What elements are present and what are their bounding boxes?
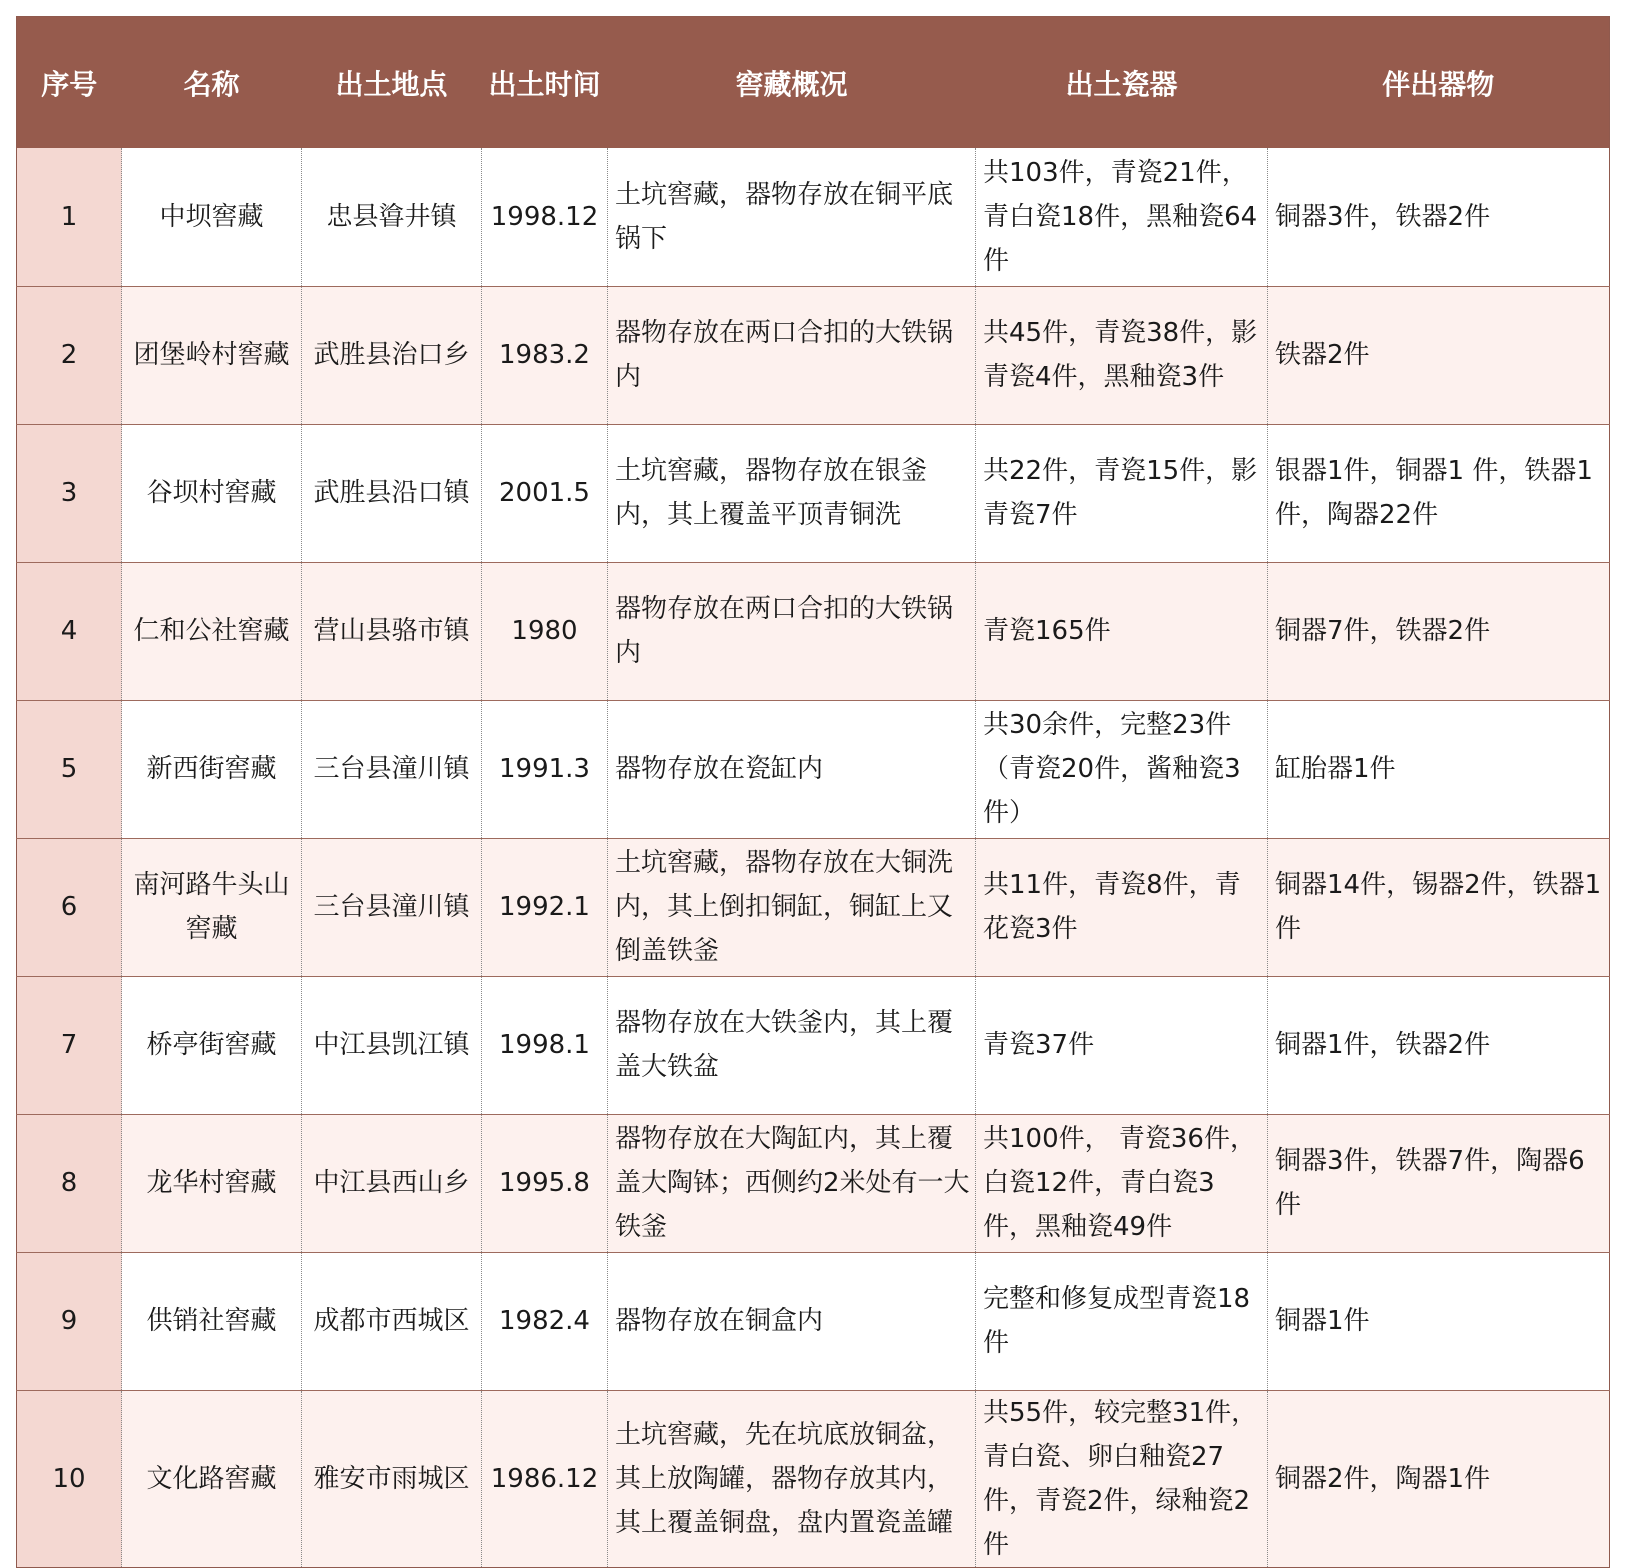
- cell-name: 团堡岭村窖藏: [122, 286, 302, 424]
- cell-desc: 器物存放在两口合扣的大铁锅内: [608, 562, 976, 700]
- cell-assoc: 铜器14件，锡器2件，铁器1件: [1268, 838, 1610, 976]
- cell-place: 武胜县治口乡: [302, 286, 482, 424]
- cell-name: 谷坝村窖藏: [122, 424, 302, 562]
- cell-place: 武胜县沿口镇: [302, 424, 482, 562]
- table-row: [17, 976, 1610, 1114]
- cell-desc: 器物存放在瓷缸内: [608, 700, 976, 838]
- cell-ware: 共100件， 青瓷36件，白瓷12件，青白瓷3件，黑釉瓷49件: [976, 1114, 1268, 1252]
- cell-num: 5: [17, 700, 122, 838]
- table-row: [17, 1252, 1610, 1390]
- cell-time: 1998.12: [482, 148, 608, 286]
- cell-place: 三台县潼川镇: [302, 700, 482, 838]
- cell-place: 成都市西城区: [302, 1252, 482, 1390]
- cell-assoc: 铜器3件，铁器2件: [1268, 148, 1610, 286]
- cell-name: 桥亭街窖藏: [122, 976, 302, 1114]
- cell-assoc: 铜器2件，陶器1件: [1268, 1390, 1610, 1567]
- cell-desc: 土坑窖藏，器物存放在铜平底锅下: [608, 148, 976, 286]
- header-assoc: 伴出器物: [1268, 17, 1610, 149]
- cell-name: 新西街窖藏: [122, 700, 302, 838]
- table-row: [17, 286, 1610, 424]
- cell-name: 南河路牛头山窖藏: [122, 838, 302, 976]
- cell-time: 1998.1: [482, 976, 608, 1114]
- cell-ware: 共45件，青瓷38件，影青瓷4件，黑釉瓷3件: [976, 286, 1268, 424]
- table-row: [17, 700, 1610, 838]
- cell-ware: 共103件，青瓷21件，青白瓷18件，黑釉瓷64件: [976, 148, 1268, 286]
- cell-num: 6: [17, 838, 122, 976]
- header-num: 序号: [17, 17, 122, 149]
- cell-num: 1: [17, 148, 122, 286]
- cell-time: 2001.5: [482, 424, 608, 562]
- cell-desc: 土坑窖藏，器物存放在大铜洗内，其上倒扣铜缸，铜缸上又倒盖铁釜: [608, 838, 976, 976]
- cell-place: 雅安市雨城区: [302, 1390, 482, 1567]
- cell-assoc: 铁器2件: [1268, 286, 1610, 424]
- cell-ware: 共11件，青瓷8件，青花瓷3件: [976, 838, 1268, 976]
- cell-num: 9: [17, 1252, 122, 1390]
- cell-num: 3: [17, 424, 122, 562]
- cell-desc: 器物存放在两口合扣的大铁锅内: [608, 286, 976, 424]
- cell-time: 1991.3: [482, 700, 608, 838]
- table-row: [17, 148, 1610, 286]
- cell-assoc: 铜器7件，铁器2件: [1268, 562, 1610, 700]
- cell-assoc: 铜器1件，铁器2件: [1268, 976, 1610, 1114]
- kiln-hoard-table: [16, 16, 1610, 1568]
- cell-desc: 土坑窖藏，器物存放在银釜内，其上覆盖平顶青铜洗: [608, 424, 976, 562]
- cell-desc: 器物存放在大铁釜内，其上覆盖大铁盆: [608, 976, 976, 1114]
- cell-desc: 器物存放在铜盒内: [608, 1252, 976, 1390]
- cell-name: 中坝窖藏: [122, 148, 302, 286]
- cell-assoc: 银器1件，铜器1 件，铁器1件，陶器22件: [1268, 424, 1610, 562]
- cell-num: 2: [17, 286, 122, 424]
- cell-time: 1982.4: [482, 1252, 608, 1390]
- cell-ware: 共55件，较完整31件，青白瓷、卵白釉瓷27件，青瓷2件，绿釉瓷2件: [976, 1390, 1268, 1567]
- cell-place: 忠县㽏井镇: [302, 148, 482, 286]
- header-row: [17, 17, 1610, 149]
- cell-ware: 青瓷165件: [976, 562, 1268, 700]
- cell-place: 三台县潼川镇: [302, 838, 482, 976]
- cell-time: 1980: [482, 562, 608, 700]
- header-time: 出土时间: [482, 17, 608, 149]
- table-row: [17, 424, 1610, 562]
- table-row: [17, 562, 1610, 700]
- cell-name: 龙华村窖藏: [122, 1114, 302, 1252]
- cell-ware: 完整和修复成型青瓷18件: [976, 1252, 1268, 1390]
- cell-ware: 共30余件，完整23件（青瓷20件，酱釉瓷3件）: [976, 700, 1268, 838]
- header-place: 出土地点: [302, 17, 482, 149]
- cell-place: 营山县骆市镇: [302, 562, 482, 700]
- cell-num: 4: [17, 562, 122, 700]
- cell-desc: 土坑窖藏，先在坑底放铜盆，其上放陶罐，器物存放其内，其上覆盖铜盘，盘内置瓷盖罐: [608, 1390, 976, 1567]
- header-name: 名称: [122, 17, 302, 149]
- table-row: [17, 838, 1610, 976]
- cell-place: 中江县西山乡: [302, 1114, 482, 1252]
- table-body: [17, 148, 1610, 1567]
- cell-num: 10: [17, 1390, 122, 1567]
- cell-num: 8: [17, 1114, 122, 1252]
- cell-num: 7: [17, 976, 122, 1114]
- cell-name: 供销社窖藏: [122, 1252, 302, 1390]
- cell-name: 仁和公社窖藏: [122, 562, 302, 700]
- cell-assoc: 铜器3件，铁器7件，陶器6件: [1268, 1114, 1610, 1252]
- cell-name: 文化路窖藏: [122, 1390, 302, 1567]
- table-row: [17, 1390, 1610, 1567]
- cell-place: 中江县凯江镇: [302, 976, 482, 1114]
- header-desc: 窖藏概况: [608, 17, 976, 149]
- table-row: [17, 1114, 1610, 1252]
- header-ware: 出土瓷器: [976, 17, 1268, 149]
- cell-time: 1992.1: [482, 838, 608, 976]
- cell-assoc: 缸胎器1件: [1268, 700, 1610, 838]
- cell-ware: 青瓷37件: [976, 976, 1268, 1114]
- cell-desc: 器物存放在大陶缸内，其上覆盖大陶钵；西侧约2米处有一大铁釜: [608, 1114, 976, 1252]
- cell-assoc: 铜器1件: [1268, 1252, 1610, 1390]
- cell-time: 1983.2: [482, 286, 608, 424]
- table-header: [17, 17, 1610, 149]
- cell-ware: 共22件，青瓷15件，影青瓷7件: [976, 424, 1268, 562]
- cell-time: 1995.8: [482, 1114, 608, 1252]
- cell-time: 1986.12: [482, 1390, 608, 1567]
